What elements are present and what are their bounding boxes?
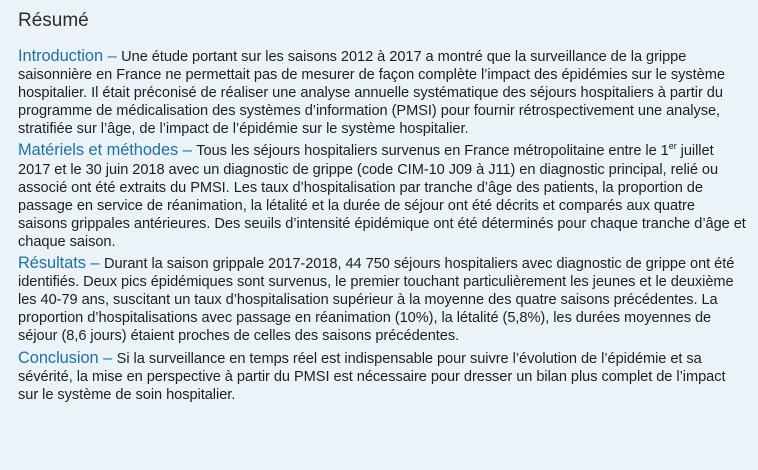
introduction-text: Une étude portant sur les saisons 2012 à 2017 a montré que la surveillance de la grippe saisonnière en France ne permettait pas de mesurer de façon complète l’impact des épidémies sur le système hospitalier. Il était préconisé de réaliser une analyse annuelle systématique des séjours hospitaliers à partir du programme de médicalisation des systèmes d’information (PMSI) pour fournir rétrospectivement une analyse, stratifiée sur l’âge, de l’impact de l’épidémie sur le système hospitalier.	[18, 49, 725, 138]
methods-text-after: juillet 2017 et le 30 juin 2018 avec un diagnostic de grippe (code CIM-10 J09 à J11) en diagnostic principal, relié ou associé ont été extraits du PMSI. Les taux d’hospitalisation par tranche d’âge des patients, la proportion de passage en service de réanimation, la létalité et la durée de séjour ont été décrits et comparés aux quatre saisons grippales antérieures. Des seuils d’intensité épidémique ont été déterminés pour chaque tranche d’âge et chaque saison.	[18, 143, 746, 250]
results-dash: –	[85, 254, 104, 273]
section-introduction	[18, 47, 746, 138]
conclusion-text: Si la surveillance en temps réel est indispensable pour suivre l’évolution de l’épidémie et sa sévérité, la mise en perspective à partir du PMSI est nécessaire pour dresser un bilan plus complet de l’impact sur le système de soin hospitalier.	[18, 350, 726, 403]
methods-dash: –	[178, 141, 197, 160]
section-conclusion	[18, 349, 746, 404]
introduction-dash: –	[103, 47, 122, 65]
methods-text-before: Tous les séjours hospitaliers survenus en France métropolitaine entre le 1	[196, 143, 669, 160]
results-text: Durant la saison grippale 2017-2018, 44 750 séjours hospitaliers avec diagnostic de grippe ont été identifiés. Deux pics épidémiques sont survenus, le premier touchant particulièrement les jeunes et le deuxième les 40-79 ans, suscitant un taux d’hospitalisation supérieur à la moyenne des quatre saisons précédentes. La proportion d’hospitalisations avec passage en réanimation (10%), la létalité (5,8%), les durées moyennes de séjour (8,6 jours) étaient proches de celles des saisons précédentes.	[18, 256, 735, 345]
abstract-title: Résumé	[18, 10, 89, 31]
results-heading: Résultats	[18, 254, 86, 273]
methods-superscript: er	[668, 141, 677, 152]
methods-heading: Matériels et méthodes	[18, 141, 179, 160]
section-results	[18, 254, 746, 345]
conclusion-heading: Conclusion	[18, 348, 99, 367]
section-methods	[18, 141, 746, 251]
introduction-heading: Introduction	[18, 47, 104, 65]
conclusion-dash: –	[98, 348, 117, 367]
